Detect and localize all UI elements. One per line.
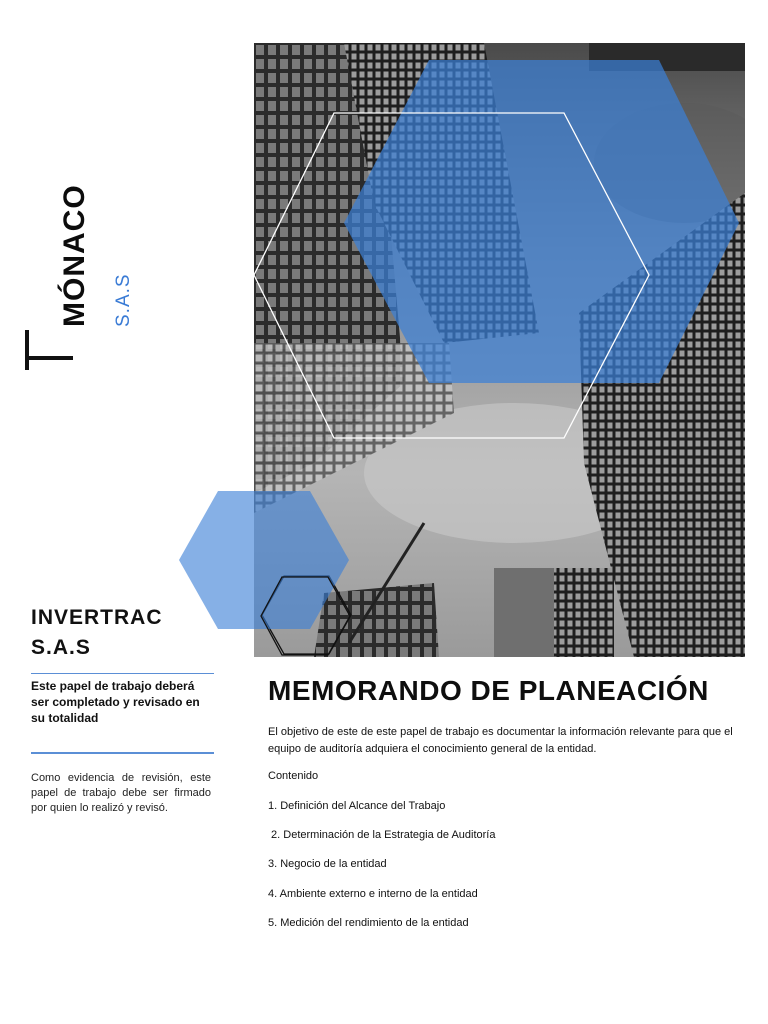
- divider-top: [31, 673, 214, 674]
- brand-name: [18, 184, 91, 335]
- document-title: MEMORANDO DE PLANEACIÓN: [268, 675, 709, 706]
- contents-item: 3. Negocio de la entidad: [268, 858, 387, 870]
- brand-suffix-text: S.A.S: [113, 273, 134, 327]
- brand-name-text: MÓNACO: [58, 184, 91, 327]
- note-required: Este papel de trabajo deberá ser completado y revisado en su totalidad: [31, 679, 200, 725]
- contents-item: 5. Medición del rendimiento de la entidad: [268, 917, 469, 929]
- contents-item: 2. Determinación de la Estrategia de Auditoría: [268, 829, 496, 841]
- note-evidence: Como evidencia de revisión, este papel de trabajo debe ser firmado por quien lo realizó y revisó.: [31, 772, 211, 814]
- divider-middle: [31, 752, 214, 754]
- brand-divider: [25, 330, 29, 370]
- brand-underline: [29, 356, 73, 360]
- contents-heading: Contenido: [268, 770, 319, 782]
- company-name-line1: INVERTRAC: [31, 606, 163, 629]
- company-name: [31, 603, 163, 663]
- contents-item: 1. Definición del Alcance del Trabajo: [268, 800, 446, 812]
- hexagon-small-outline-overlay: [260, 576, 352, 656]
- contents-item: 4. Ambiente externo e interno de la entidad: [268, 888, 478, 900]
- company-name-line2: S.A.S: [31, 636, 91, 659]
- document-intro: El objetivo de este de este papel de trabajo es documentar la información relevante para que el equipo de auditoría adquiera el conocimiento general de la entidad.: [268, 726, 733, 755]
